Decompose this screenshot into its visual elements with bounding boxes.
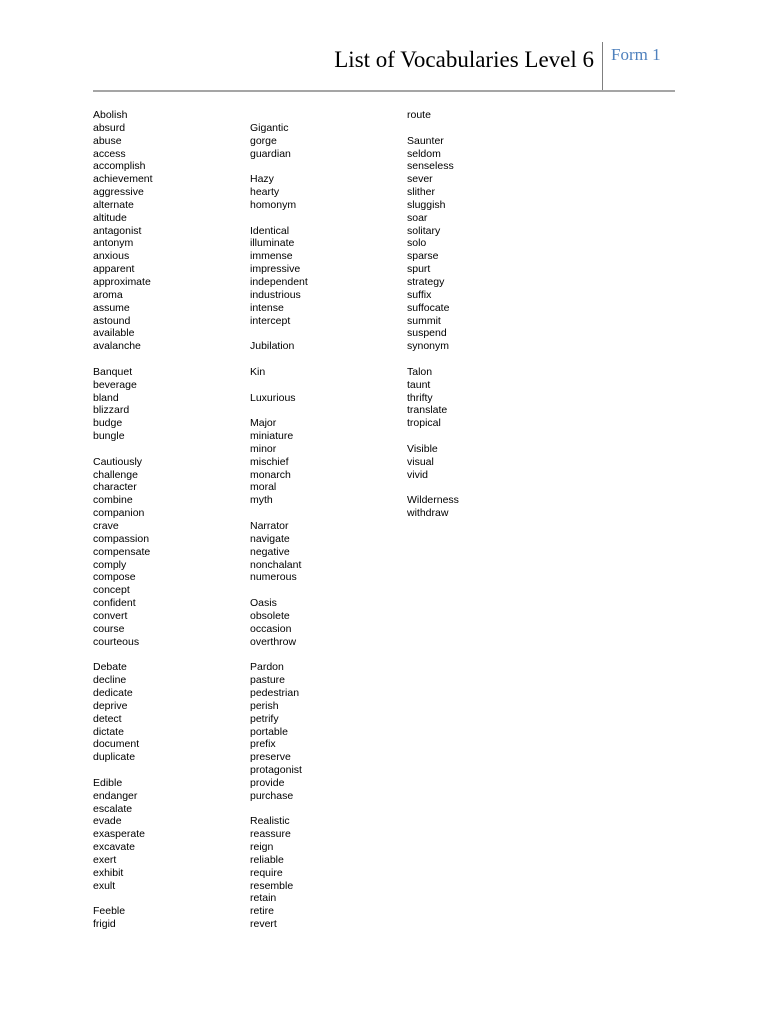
vocabulary-word: character <box>93 481 137 494</box>
vocabulary-word: retain <box>250 892 277 905</box>
vocabulary-word: challenge <box>93 468 138 481</box>
vocabulary-word: excavate <box>93 841 136 854</box>
vocabulary-column-1 <box>93 109 243 931</box>
blank-line <box>250 404 400 417</box>
vocabulary-word: preserve <box>250 751 291 764</box>
vocabulary-word: accomplish <box>93 160 146 173</box>
page-header <box>0 0 768 100</box>
vocabulary-word: translate <box>407 404 448 417</box>
vocabulary-word: immense <box>250 250 293 263</box>
vocabulary-word: achievement <box>93 173 153 186</box>
vocabulary-word: Narrator <box>250 520 289 532</box>
vocabulary-word: compensate <box>93 545 151 558</box>
vocabulary-word: approximate <box>93 275 151 288</box>
vocabulary-word: illuminate <box>250 237 295 250</box>
blank-line <box>250 648 400 661</box>
vocabulary-word: Pardon <box>250 661 284 674</box>
blank-line <box>93 648 243 661</box>
vocabulary-word: assume <box>93 301 130 314</box>
vocabulary-word: escalate <box>93 802 133 815</box>
vocabulary-word: provide <box>250 776 285 789</box>
vocabulary-word: miniature <box>250 430 294 443</box>
vocabulary-word: numerous <box>250 571 297 584</box>
vocabulary-word: prefix <box>250 738 276 751</box>
vocabulary-word: comply <box>93 558 127 571</box>
vocabulary-word: frigid <box>93 918 116 931</box>
vocabulary-word: combine <box>93 494 133 507</box>
vocabulary-word: course <box>93 622 125 635</box>
vocabulary-word: Wilderness <box>407 494 459 507</box>
vocabulary-word: Visible <box>407 442 438 455</box>
vocabulary-word: sluggish <box>407 198 446 211</box>
vocabulary-word: revert <box>250 918 277 931</box>
blank-line <box>250 160 400 173</box>
vocabulary-word: spurt <box>407 263 431 276</box>
vocabulary-word: tropical <box>407 417 441 430</box>
vocabulary-word: apparent <box>93 263 135 276</box>
vocabulary-word: concept <box>93 584 130 597</box>
vocabulary-word: independent <box>250 275 308 288</box>
header-rule <box>93 90 675 92</box>
vocabulary-word: astound <box>93 314 131 327</box>
vocabulary-word: homonym <box>250 198 297 211</box>
vocabulary-word: thrifty <box>407 391 433 404</box>
vocabulary-word: available <box>93 327 135 340</box>
vocabulary-word: industrious <box>250 288 301 301</box>
blank-line <box>250 584 400 597</box>
vocabulary-column-2 <box>250 109 400 931</box>
vocabulary-word: reassure <box>250 828 291 841</box>
vocabulary-word: confident <box>93 597 136 610</box>
vocabulary-word: solitary <box>407 224 441 237</box>
vocabulary-word: Realistic <box>250 815 290 828</box>
vocabulary-word: dictate <box>93 725 124 738</box>
vocabulary-word: senseless <box>407 160 454 173</box>
blank-line <box>93 764 243 777</box>
vocabulary-word: route <box>407 109 431 121</box>
vocabulary-word: courteous <box>93 635 140 648</box>
vocabulary-word: navigate <box>250 532 290 545</box>
vocabulary-word: reliable <box>250 853 284 866</box>
vocabulary-word: dedicate <box>93 686 133 699</box>
vocabulary-word: summit <box>407 314 441 327</box>
vocabulary-word: Abolish <box>93 109 128 121</box>
vocabulary-word: antagonist <box>93 224 142 237</box>
vocabulary-word: abuse <box>93 134 122 147</box>
blank-line <box>250 109 400 122</box>
vocabulary-word: pasture <box>250 674 286 687</box>
vocabulary-word: compose <box>93 571 136 584</box>
vocabulary-word: evade <box>93 815 122 828</box>
vocabulary-word: endanger <box>93 789 138 802</box>
vocabulary-word: soar <box>407 211 428 224</box>
vocabulary-word: guardian <box>250 147 291 160</box>
vocabulary-word: aggressive <box>93 186 144 199</box>
vocabulary-word: synonym <box>407 340 450 353</box>
vocabulary-word: Saunter <box>407 134 444 147</box>
header-divider <box>602 42 603 91</box>
vocabulary-word: Jubilation <box>250 340 295 353</box>
vocabulary-word: solo <box>407 237 427 250</box>
vocabulary-word: exhibit <box>93 866 124 879</box>
vocabulary-word: Identical <box>250 224 290 237</box>
vocabulary-word: detect <box>93 712 122 725</box>
vocabulary-word: retire <box>250 905 274 918</box>
blank-line <box>93 443 243 456</box>
vocabulary-word: protagonist <box>250 764 302 777</box>
vocabulary-word: exasperate <box>93 828 145 841</box>
vocabulary-word: suspend <box>407 327 447 340</box>
vocabulary-word: antonym <box>93 237 134 250</box>
vocabulary-word: Talon <box>407 365 433 378</box>
blank-line <box>407 122 557 135</box>
vocabulary-word: overthrow <box>250 635 297 648</box>
vocabulary-word: Edible <box>93 776 123 789</box>
vocabulary-word: Major <box>250 417 277 430</box>
vocabulary-word: withdraw <box>407 507 449 520</box>
vocabulary-word: resemble <box>250 879 294 892</box>
vocabulary-word: portable <box>250 725 288 738</box>
vocabulary-word: absurd <box>93 121 126 134</box>
vocabulary-word: petrify <box>250 712 279 725</box>
vocabulary-word: sparse <box>407 250 439 263</box>
vocabulary-word: Oasis <box>250 597 277 610</box>
vocabulary-column-3 <box>407 109 557 520</box>
vocabulary-word: Cautiously <box>93 455 143 468</box>
vocabulary-word: budge <box>93 417 123 430</box>
blank-line <box>407 353 557 366</box>
vocabulary-word: intense <box>250 301 284 314</box>
vocabulary-word: Luxurious <box>250 391 296 404</box>
vocabulary-word: suffocate <box>407 301 450 314</box>
vocabulary-word: document <box>93 738 140 751</box>
vocabulary-word: seldom <box>407 147 441 160</box>
vocabulary-word: require <box>250 866 283 879</box>
vocabulary-word: Banquet <box>93 365 133 378</box>
vocabulary-word: anxious <box>93 250 130 263</box>
blank-line <box>250 212 400 225</box>
blank-line <box>93 892 243 905</box>
vocabulary-word: visual <box>407 455 434 468</box>
vocabulary-word: altitude <box>93 211 127 224</box>
vocabulary-word: convert <box>93 609 128 622</box>
vocabulary-word: Kin <box>250 365 266 378</box>
vocabulary-word: taunt <box>407 378 431 391</box>
vocabulary-word: strategy <box>407 275 445 288</box>
vocabulary-word: negative <box>250 545 290 558</box>
vocabulary-word: compassion <box>93 532 150 545</box>
vocabulary-word: decline <box>93 674 127 687</box>
vocabulary-word: exult <box>93 879 116 892</box>
vocabulary-word: occasion <box>250 622 292 635</box>
vocabulary-word: slither <box>407 186 436 199</box>
vocabulary-word: companion <box>93 507 145 520</box>
vocabulary-word: access <box>93 147 126 160</box>
vocabulary-word: impressive <box>250 263 301 276</box>
vocabulary-word: purchase <box>250 789 294 802</box>
vocabulary-word: sever <box>407 173 433 186</box>
vocabulary-word: Hazy <box>250 173 274 186</box>
blank-line <box>93 353 243 366</box>
vocabulary-word: Feeble <box>93 905 126 918</box>
vocabulary-word: moral <box>250 481 277 494</box>
vocabulary-word: exert <box>93 853 117 866</box>
vocabulary-word: bland <box>93 391 119 404</box>
vocabulary-word: intercept <box>250 314 291 327</box>
vocabulary-word: Gigantic <box>250 121 289 134</box>
vocabulary-word: nonchalant <box>250 558 302 571</box>
vocabulary-word: gorge <box>250 134 277 147</box>
vocabulary-word: monarch <box>250 468 291 481</box>
vocabulary-word: perish <box>250 699 279 712</box>
vocabulary-word: obsolete <box>250 609 290 622</box>
vocabulary-word: minor <box>250 442 277 455</box>
blank-line <box>407 430 557 443</box>
vocabulary-word: deprive <box>93 699 128 712</box>
vocabulary-word: aroma <box>93 288 123 301</box>
vocabulary-word: alternate <box>93 198 134 211</box>
vocabulary-word: suffix <box>407 288 432 301</box>
vocabulary-word: mischief <box>250 455 289 468</box>
vocabulary-word: pedestrian <box>250 686 300 699</box>
vocabulary-word: crave <box>93 520 119 532</box>
vocabulary-word: beverage <box>93 378 137 391</box>
vocabulary-word: reign <box>250 841 274 854</box>
blank-line <box>250 507 400 520</box>
vocabulary-word: bungle <box>93 430 125 443</box>
vocabulary-word: avalanche <box>93 340 141 353</box>
vocabulary-word: blizzard <box>93 404 130 417</box>
blank-line <box>250 327 400 340</box>
blank-line <box>250 379 400 392</box>
vocabulary-word: myth <box>250 494 273 507</box>
blank-line <box>250 353 400 366</box>
blank-line <box>250 803 400 816</box>
form-label: Form 1 <box>611 45 661 64</box>
vocabulary-word: vivid <box>407 468 429 481</box>
vocabulary-word: duplicate <box>93 751 136 764</box>
page-title: List of Vocabularies Level 6 <box>334 47 594 72</box>
vocabulary-word: hearty <box>250 186 280 199</box>
vocabulary-word: Debate <box>93 661 127 674</box>
blank-line <box>407 481 557 494</box>
